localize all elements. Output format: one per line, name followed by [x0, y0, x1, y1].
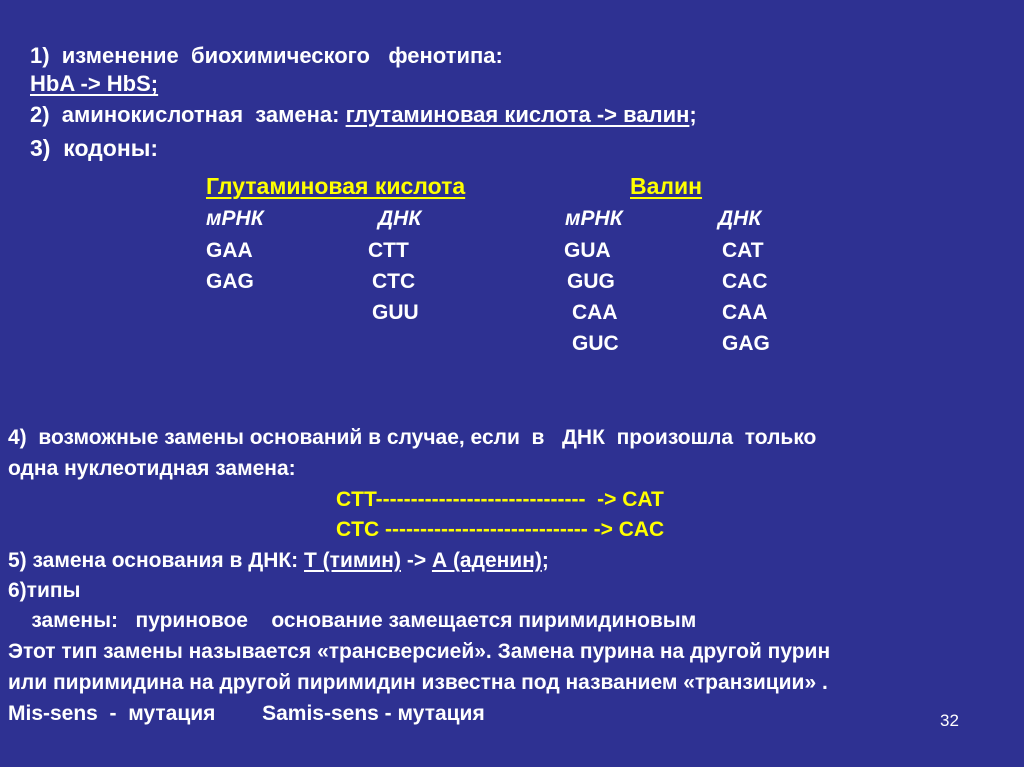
item-6-line-3: или пиримидина на другой пиримидин известна под названием «транзиции» .	[8, 671, 828, 694]
item-5-prefix: 5) замена основания в ДНК:	[8, 549, 305, 572]
item-2	[30, 104, 697, 126]
item-6-line-1: замены: пуриновое основание замещается пиримидиновым	[8, 609, 697, 632]
item-6-title: 6)типы	[8, 579, 81, 602]
val-mrna-label: мРНК	[565, 207, 623, 230]
item-5-suffix: ;	[541, 549, 549, 572]
item-4-line-1: 4) возможные замены оснований в случае, если в ДНК произошла только	[8, 426, 817, 449]
glu-dna-codon: CTC	[372, 270, 416, 293]
val-header: Валин	[630, 173, 703, 199]
val-dna-codon: CAA	[722, 301, 768, 324]
item-3: 3) кодоны:	[30, 135, 159, 161]
item-1: 1) изменение биохимического фенотипа:	[30, 43, 503, 68]
item-5-adenine: А (аденин)	[431, 549, 542, 572]
glu-dna-codon: CTT	[368, 239, 409, 262]
val-dna-codon: GAG	[722, 332, 770, 355]
val-dna-label: ДНК	[718, 207, 762, 230]
val-mrna-codon: GUA	[564, 239, 611, 262]
val-mrna-codon: GUC	[572, 332, 619, 355]
glu-mrna-codon: GAG	[206, 270, 254, 293]
item-6-line-2: Этот тип замены называется «трансверсией». Замена пурина на другой пурин	[8, 640, 831, 663]
glu-dna-codon: GUU	[372, 301, 419, 324]
glu-mrna-codon: GAA	[206, 239, 253, 262]
page-number: 32	[940, 711, 959, 730]
item-5-thymine: Т (тимин)	[304, 549, 401, 572]
item-2-prefix: 2) аминокислотная замена:	[30, 102, 346, 127]
val-mrna-codon: CAA	[572, 301, 618, 324]
item-2-suffix: ;	[689, 102, 697, 127]
val-dna-codon: CAC	[722, 270, 768, 293]
glu-dna-label: ДНК	[378, 207, 422, 230]
val-dna-codon: CAT	[722, 239, 764, 262]
item-5-arrow: ->	[401, 549, 432, 572]
substitution-1: CTT------------------------------ -> CAT	[336, 488, 664, 511]
glu-mrna-label: мРНК	[206, 207, 264, 230]
item-4-line-2: одна нуклеотидная замена:	[8, 457, 296, 480]
item-6-line-4: Mis-sens - мутация Samis-sens - мутация	[8, 702, 485, 725]
item-5	[8, 550, 549, 571]
item-2-value: глутаминовая кислота -> валин	[345, 102, 690, 127]
glu-header: Глутаминовая кислота	[206, 173, 466, 199]
item-1-formula: HbA -> HbS;	[30, 71, 159, 96]
val-mrna-codon: GUG	[567, 270, 615, 293]
substitution-2: CTC ----------------------------- -> CAC	[336, 518, 665, 541]
